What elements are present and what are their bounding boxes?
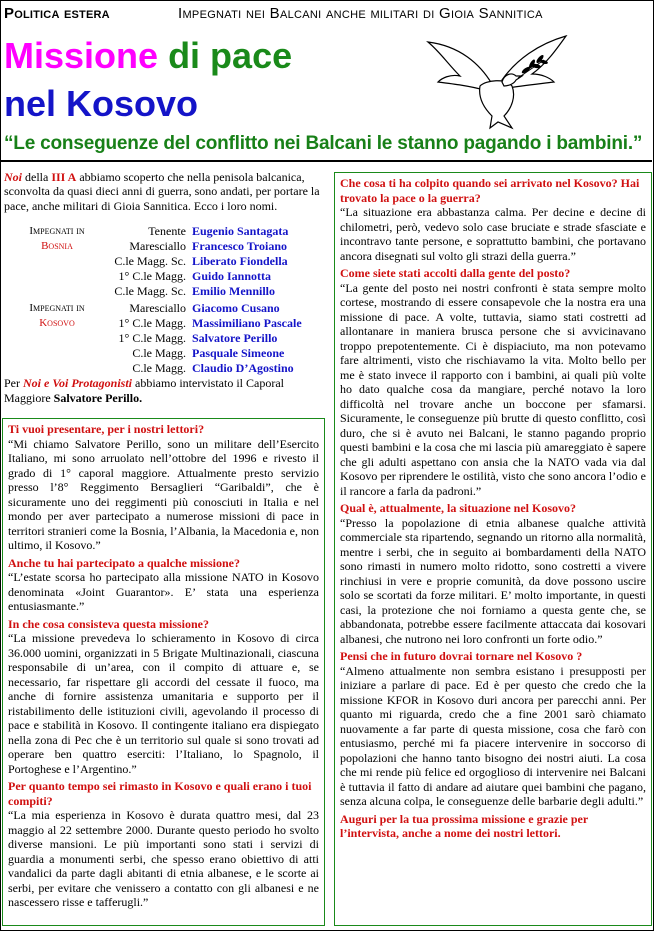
- member-rank: C.le Magg. Sc.: [114, 254, 186, 268]
- headline: [4, 35, 293, 76]
- question: Che cosa ti ha colpito quando sei arrivato nel Kosovo? Hai trovato la pace o la guerra?: [340, 176, 640, 205]
- note-name: Salvatore Perillo.: [53, 391, 143, 405]
- answer: “La missione prevedeva lo schieramento in Kosovo di circa 36.000 uomini, organizzati in 5 Brigate Multinazionali, ciascuna responsabile di un’area, con il compito di attuare e, se necessario, far rispettare gli accordi del cessate il fuoco, ma anche di fornire assistenza umanitaria e supporto per il ristabilimento delle istituzioni civili, agevolando il processo di pace e stabilità in Kosovo. Il contingente italiano era dispiegato nella zona di Pec che è un territorio sul quale si sono trovati ad operare ben quattro eserciti: l’Italiano, lo Spagnolo, il Portoghese e l’Argentino.”: [8, 631, 319, 776]
- team-kosovo: [12, 301, 332, 379]
- note-prefix: Per: [4, 376, 23, 390]
- intro-text1: della: [22, 170, 52, 184]
- team-member: [12, 254, 332, 269]
- team-member: [12, 361, 332, 376]
- team-area: Kosovo: [39, 317, 75, 329]
- team-member: [12, 284, 332, 299]
- question: In che cosa consisteva questa missione?: [8, 616, 210, 631]
- member-rank: C.le Magg.: [132, 361, 186, 375]
- member-name: Giacomo Cusano: [192, 301, 280, 315]
- dove-icon: [420, 24, 570, 134]
- closing-line: Auguri per la tua prossima missione e grazie per l’intervista, anche a nome dei nostri lettori.: [340, 811, 588, 840]
- interview-note: [4, 376, 326, 406]
- intro-classe: III A: [51, 170, 77, 184]
- note-highlight: Noi e Voi Protagonisti: [23, 376, 133, 390]
- kicker: Impegnati nei Balcani anche militari di Gioia Sannitica: [178, 5, 543, 22]
- team-member: [12, 239, 332, 254]
- qa-box-right: [334, 172, 652, 926]
- member-rank: Maresciallo: [129, 239, 186, 253]
- member-name: Massimiliano Pascale: [192, 316, 302, 330]
- team-member: [12, 331, 332, 346]
- member-name: Guido Iannotta: [192, 269, 272, 283]
- headline-part2: di pace: [168, 35, 293, 76]
- member-rank: 1° C.le Magg.: [118, 269, 186, 283]
- member-rank: 1° C.le Magg.: [118, 316, 186, 330]
- answer: “La gente del posto nei nostri confronti è stata sempre molto cortese, mostrando di essere consapevole che la nostra era una missione di pace. A volte, tuttavia, siamo stati costretti ad allontanare in maniera brusca persone che si avvicinavano troppo prepotentemente. Ci è dispiaciuto, ma non potevamo fare altrimenti, visto che rischiavamo la vita. Molto bello per me è stato invece il rapporto con i bambini, ai quali più volte ho dato qualche cosa da mangiare, perché notavo la loro difficoltà nel trovare anche un boccone per sfamarsi. Sicuramente, le conseguenze più brutte di questo conflitto, così duro, che si è avuto nei Balcani, le stanno pagando proprio questi bambini e la cosa che mi lascia più amareggiato è sapere che gli adulti aspettano con ansia che la NATO vada via dal Kosovo per riprendere le ostilità, visto che sono ancora l’odio e il rancore a farla da padroni.”: [340, 280, 646, 498]
- team-label-text: Impegnati in: [29, 225, 85, 237]
- member-name: Eugenio Santagata: [192, 224, 289, 238]
- team-member: [12, 224, 332, 239]
- member-name: Pasquale Simeone: [192, 346, 285, 360]
- answer: “L’estate scorsa ho partecipato alla missione NATO in Kosovo denominata «Joint Guarantor». E’ stata una esperienza entusiasmante.”: [8, 570, 319, 613]
- member-rank: C.le Magg. Sc.: [114, 284, 186, 298]
- header-rule: [0, 160, 652, 162]
- team-member: [12, 301, 332, 316]
- team-member: [12, 346, 332, 361]
- question: Ti vuoi presentare, per i nostri lettori?: [8, 422, 205, 436]
- question: Per quanto tempo sei rimasto in Kosovo e quali erano i tuoi compiti?: [8, 779, 312, 808]
- member-rank: 1° C.le Magg.: [118, 331, 186, 345]
- member-rank: C.le Magg.: [132, 346, 186, 360]
- intro-paragraph: [4, 170, 324, 213]
- qa-box-left: [2, 418, 325, 926]
- intro-text2: abbiamo scoperto che nella penisola balcanica, sconvolta da quasi dieci anni di guerra, sono andati, per portare la pace, anche militari di Gioia Sannitica. Ecco i loro nomi.: [4, 170, 320, 213]
- team-bosnia: [12, 224, 332, 302]
- headline-part1: Missione: [4, 35, 159, 76]
- answer: “Mi chiamo Salvatore Perillo, sono un militare dell’Esercito Italiano, mi sono arruolato nell’ottobre del 1996 e rivesto il grado di 1° caporal maggiore. Attualmente presto servizio presso l’8° Reggimento Bersaglieri “Garibaldi”, che è sicuramente uno dei reggimenti più conosciuti in Italia e nel mondo per aver partecipato a numerose missioni di pace in territori stranieri come la Bosnia, l’Albania, la Macedonia e, non ultimo, il Kosovo.”: [8, 436, 319, 552]
- answer: “La situazione era abbastanza calma. Per decine e decine di chilometri, però, vedevo solo case bruciate e strade sfasciate e incontravo tante persone, e soprattutto bambini, che portavano ancora disegnati sul volto gli strazi della guerra.”: [340, 205, 646, 263]
- team-member: [12, 269, 332, 284]
- question: Anche tu hai partecipato a qualche missione?: [8, 555, 241, 570]
- question: Pensi che in futuro dovrai tornare nel Kosovo ?: [340, 649, 583, 663]
- question: Qual è, attualmente, la situazione nel Kosovo?: [340, 501, 576, 515]
- team-area: Bosnia: [41, 240, 73, 252]
- member-name: Liberato Fiondella: [192, 254, 288, 268]
- answer: “Almeno attualmente non sembra esistano i presupposti per iniziare a parlare di pace. Ed è per questo che credo che la missione KFOR in Kosovo duri ancora per parecchi anni. Per quanto mi riguarda, credo che a fine 2001 sarò chiamato nuovamente a far parte di questa missione, cosa che farò con entusiasmo, perché mi fa piacere intervenire in soccorso di popolazioni che hanno tanto bisogno dei nostri aiuti. La cosa che mi rende più felice ed orgoglioso di intervenire nei Balcani è tuttavia il fatto di andare ad aiutare quei bambini che pagano, senza alcuna colpa, le conseguenze delle barbarie degli adulti.”: [340, 663, 646, 808]
- section-tag: Politica estera: [4, 5, 110, 22]
- member-name: Francesco Troiano: [192, 239, 287, 253]
- team-member: [12, 316, 332, 331]
- team-label-text: Impegnati in: [29, 302, 85, 314]
- answer: “Presso la popolazione di etnia albanese qualche attività commerciale sta ripartendo, segnando un ritorno alla normalità, mentre i serbi, che in seguito ai bombardamenti della NATO sono rimasti in numero molto ridotto, sono costretti a vivere rinchiusi in vere e proprie comunità, da dove possono uscire solo se scortati da forze militari. E’ molto importante, in questi casi, la protezione che noi forniamo a questa gente che, se abbandonata, potrebbe essere facilmente attaccata dai kosovari albanesi, che nutrono nei loro confronti un forte odio.”: [340, 515, 646, 646]
- note-text: abbiamo intervistato il Caporal Maggiore: [4, 376, 284, 405]
- question: Come siete stati accolti dalla gente del posto?: [340, 266, 571, 280]
- subtitle: “Le conseguenze del conflitto nei Balcani le stanno pagando i bambini.”: [4, 133, 643, 154]
- member-name: Salvatore Perillo: [192, 331, 278, 345]
- intro-noi: Noi: [4, 170, 22, 184]
- member-name: Claudio D’Agostino: [192, 361, 294, 375]
- headline-line2: nel Kosovo: [4, 83, 199, 124]
- member-name: Emilio Mennillo: [192, 284, 276, 298]
- member-rank: Tenente: [148, 224, 186, 238]
- answer: “La mia esperienza in Kosovo è durata quattro mesi, dal 23 maggio al 22 settembre 2000. Durante questo periodo ho svolto diverse mansioni. Le più importanti sono stati i servizi di guardia a monumenti serbi, che spesso erano obiettivo di atti vandalici da parte dagli abitanti di etnia albanese, e le scorte ai serbi, per evitare che venissero a contatto con gli albanesi e ne nascessero risse e tafferugli.”: [8, 808, 319, 909]
- member-rank: Maresciallo: [129, 301, 186, 315]
